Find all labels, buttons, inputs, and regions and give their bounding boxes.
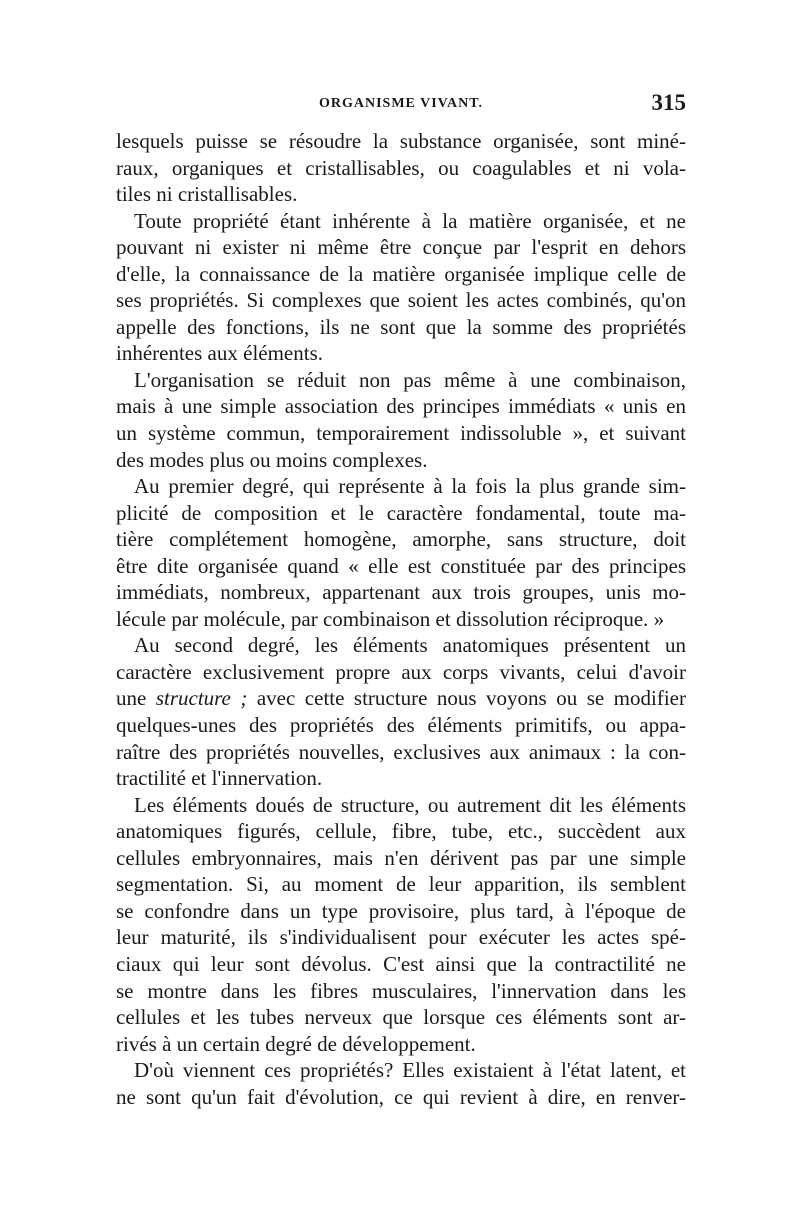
text-line: plicité de composition et le caractère fondamental, toute ma- [116,500,686,525]
page-number: 315 [651,90,686,115]
line-text: une [116,686,156,711]
text-line: raux, organiques et cristallisables, ou coagulables et ni vola- [116,155,686,180]
text-line: cellules et les tubes nerveux que lorsque ces éléments sont ar- [116,1005,686,1030]
text-line: pouvant ni exister ni même être conçue par l'esprit en dehors [116,235,686,260]
text-line: se montre dans les fibres musculaires, l'innervation dans les [116,978,686,1003]
text-line: lécule par molécule, par combinaison et dissolution réciproque. » [116,606,665,631]
text-line: cellules embryonnaires, mais n'en dérivent pas par une simple [116,845,686,870]
text-line: rivés à un certain degré de développement. [116,1031,476,1056]
body-text [116,128,686,1110]
text-line: un système commun, temporairement indissoluble », et suivant [116,421,686,446]
text-line: immédiats, nombreux, appartenant aux trois groupes, unis mo- [116,580,686,605]
text-line: inhérentes aux éléments. [116,341,324,366]
text-line: tiles ni cristallisables. [116,182,298,207]
line-text: avec cette structure nous voyons ou se modifier [247,686,686,711]
text-line: appelle des fonctions, ils ne sont que la somme des propriétés [116,314,686,339]
text-line: ne sont qu'un fait d'évolution, ce qui revient à dire, en renver- [116,1084,686,1109]
running-head: ORGANISME VIVANT. [318,96,484,111]
text-line: d'elle, la connaissance de la matière organisée implique celle de [116,261,686,286]
text-line: caractère exclusivement propre aux corps vivants, celui d'avoir [116,659,686,684]
text-line: être dite organisée quand « elle est constituée par des principes [116,553,686,578]
text-line: L'organisation se réduit non pas même à une combinaison, [134,367,686,392]
text-line: se confondre dans un type provisoire, plus tard, à l'époque de [116,898,686,923]
text-line: anatomiques figurés, cellule, fibre, tube, etc., succèdent aux [116,819,686,844]
text-line: Les éléments doués de structure, ou autrement dit les éléments [134,792,686,817]
text-line: segmentation. Si, au moment de leur apparition, ils semblent [116,872,686,897]
text-line: raître des propriétés nouvelles, exclusives aux animaux : la con- [116,739,686,764]
text-line: mais à une simple association des principes immédiats « unis en [116,394,686,419]
text-line: leur maturité, ils s'individualisent pour exécuter les actes spé- [116,925,686,950]
text-line: tractilité et l'innervation. [116,766,323,791]
page-header [116,90,686,126]
text-line: ciaux qui leur sont dévolus. C'est ainsi que la contractilité ne [116,951,686,976]
text-line [116,685,686,712]
text-line: tière complétement homogène, amorphe, sans structure, doit [116,527,686,552]
text-line: des modes plus ou moins complexes. [116,447,428,472]
text-line: Toute propriété étant inhérente à la matière organisée, et ne [134,208,686,233]
text-line: D'où viennent ces propriétés? Elles existaient à l'état latent, et [134,1058,686,1083]
text-line: Au premier degré, qui représente à la fois la plus grande sim- [134,474,686,499]
italic-term: structure ; [155,686,248,711]
text-line: Au second degré, les éléments anatomiques présentent un [134,633,686,658]
text-line: lesquels puisse se résoudre la substance organisée, sont miné- [116,129,686,153]
text-line: ses propriétés. Si complexes que soient les actes combinés, qu'on [116,288,686,313]
text-line: quelques-unes des propriétés des éléments primitifs, ou appa- [116,713,686,738]
